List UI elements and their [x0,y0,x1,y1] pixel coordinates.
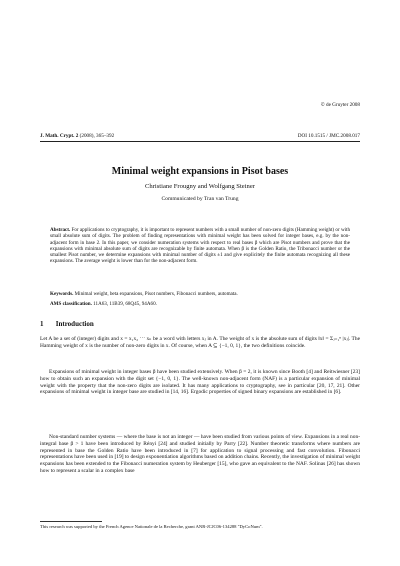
communicated-by: Communicated by Tran van Trung [161,196,239,202]
doi: DOI 10.1515 / JMC.2008.017 [297,133,360,139]
paper-authors: Christiane Frougny and Wolfgang Steiner [145,183,255,190]
abstract-label: Abstract. [50,227,71,233]
ams-label: AMS classification. [50,301,92,307]
section-heading [40,320,360,329]
journal-volume: 2 [75,133,79,139]
footnote-rule [40,521,102,522]
paragraph: Let A be a set of (integer) digits and x = x₁x₂ ⋯ xₙ be a word with letters xⱼ in A. The weight of x is the absolute sum of digits ‖x‖ = Σⱼ₌₁ⁿ |xⱼ|. The Hamming weight of x is the number of non-zero digits in x. Of course, when A ⊆ {−1, 0, 1}, the two definitions coincide. [40,336,360,349]
abstract-text: For applications to cryptography, it is important to represent numbers with a small number of non-zero digits (Hamming weight) or with small absolute sum of digits. The problem of finding representations with minimal weight has been solved for integer bases, e.g. by the non-adjacent form in base 2. In this paper, we consider numeration systems with respect to real bases β which are Pisot numbers and prove that the expansions with minimal absolute sum of digits are recognizable by finite automata. When β is the Golden Ratio, the Tribonacci number or the smallest Pisot number, we determine expansions with minimal number of digits ±1 and give explicitely the finite automata recognizing all these expansions. The average weight is lower than for the non-adjacent form. [50,227,350,265]
keywords [50,291,350,297]
footnote: This research was supported by the French Agence Nationale de la Recherche, grant ANR-JCJC06-134288 "DyCoNum". [40,524,263,529]
paragraph: Expansions of minimal weight in integer bases β have been studied extensively. When β = 2, it is known since Booth [4] and Reitwiesner [23] how to obtain such an expansion with the digit set {−1, 0, 1}. The well-known non-adjacent form (NAF) is a particular expansion of minimal weight with the property that the non-zero digits are isolated. It has many applications to cryptography, see in particular [20, 17, 21]. Other expansions of minimal weight in integer base are studied in [14, 16]. Ergodic properties of signed binary expansions are established in [6]. [40,369,360,396]
paper-title: Minimal weight expansions in Pisot bases [111,166,289,177]
section-title: Introduction [55,320,94,328]
journal-citation [40,133,360,140]
section-number: 1 [40,320,44,328]
ams-text: 11A63, 11B39, 68Q45, 94A60. [93,301,157,307]
ams-classification [50,301,350,307]
header-rule [40,141,360,142]
keywords-label: Keywords. [50,291,74,297]
paragraph: Non-standard number systems — where the base is not an integer — have been studied from various points of view. Expansions in a real non-integral base β > 1 have been introduced by Rényi [24] and studied initially by Parry [22]. Number theoretic transforms where numbers are represented in base the Golden Ratio have been introduced in [7] for application to signal processing and fast convolution. Fibonacci representations have been used in [19] to design exponentiation algorithms based on addition chains. Recently, the investigation of minimal weight expansions has been extended to the Fibonacci numeration system by Heuberger [15], who gave an equivalent to the NAF. Solinas [26] has shown how to represent a scalar in a complex base [40,434,360,474]
journal-year-pages: (2008), 365–392 [79,133,115,139]
journal-name: J. Math. Crypt. [40,133,75,139]
publisher-notice: © de Gruyter 2008 [320,102,360,108]
abstract [50,227,350,265]
keywords-text: Minimal weight, beta expansions, Pisot numbers, Fibonacci numbers, automata. [74,291,238,297]
